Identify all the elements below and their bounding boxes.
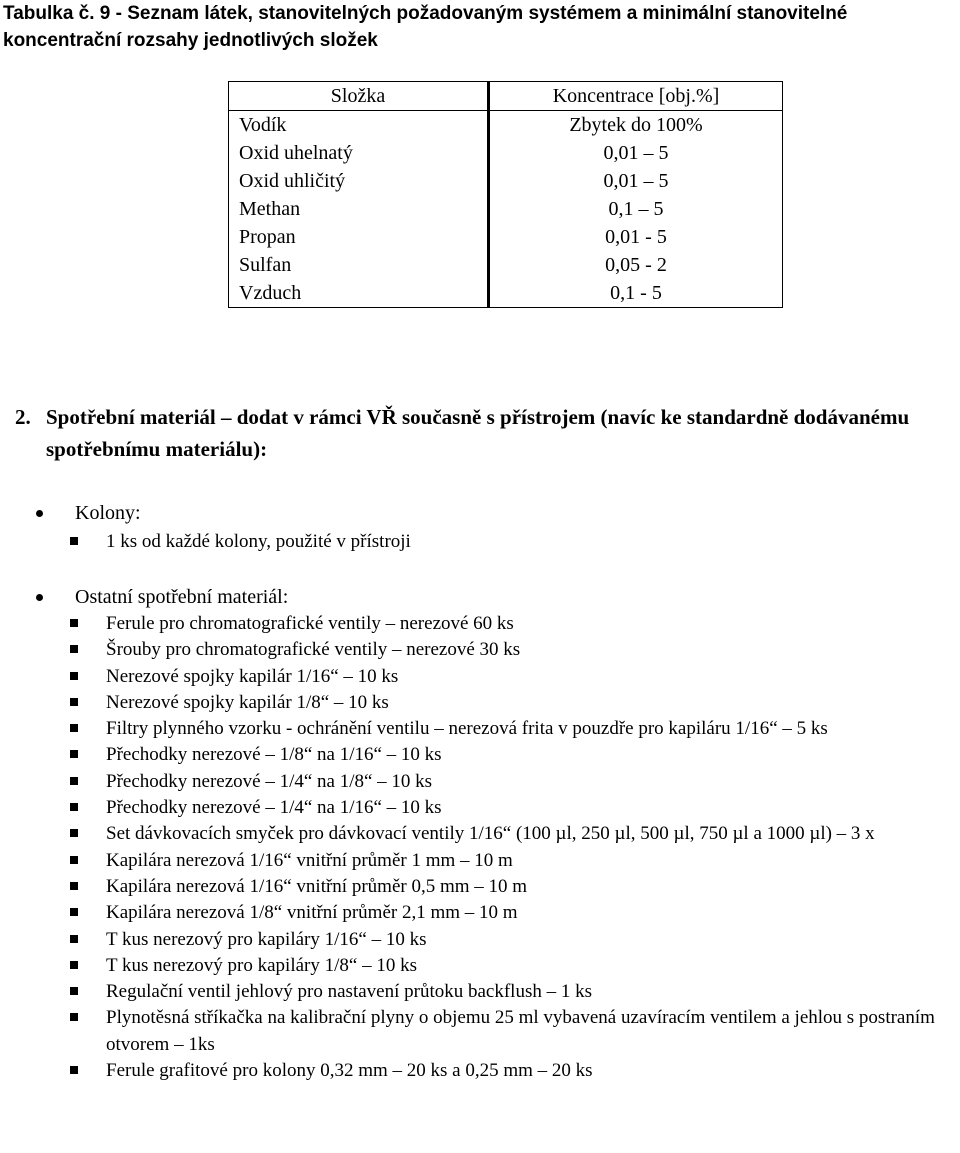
square-bullet-icon [70,537,78,545]
table-row [229,223,783,251]
square-bullet-icon [70,935,78,943]
list-item [0,529,960,555]
square-bullet-icon [70,908,78,916]
square-bullet-icon [70,698,78,706]
table-row [229,139,783,167]
list-item [0,1058,960,1084]
list-item [0,716,960,742]
list-item-text: Ferule grafitové pro kolony 0,32 mm – 20 ks a 0,25 mm – 20 ks [106,1060,593,1082]
component-cell: Vzduch [229,279,489,308]
list-item [0,848,960,874]
list-item-text: T kus nerezový pro kapiláry 1/8“ – 10 ks [106,954,417,976]
table-row [229,279,783,308]
list-item [0,874,960,900]
list-item [0,900,960,926]
list-item [0,795,960,821]
component-cell: Methan [229,195,489,223]
list-item-text: Set dávkovacích smyček pro dávkovací ventily 1/16“ (100 µl, 250 µl, 500 µl, 750 µl a 1000 µl) – 3 x [106,823,875,845]
list-item [0,821,960,847]
list-item-text: Plynotěsná stříkačka na kalibrační plyny o objemu 25 ml vybavená uzavíracím ventilem a jehlou s postraním otvorem – 1ks [106,1007,935,1055]
list-item [0,690,960,716]
table-caption: Tabulka č. 9 - Seznam látek, stanovitelných požadovaným systémem a minimální stanovitelné koncentrační rozsahy jednotlivých složek [3,3,848,51]
square-bullet-icon [70,882,78,890]
concentration-cell: Zbytek do 100% [489,111,783,140]
table-row [229,111,783,140]
component-cell: Propan [229,223,489,251]
list-item-text: Kapilára nerezová 1/8“ vnitřní průměr 2,1 mm – 10 m [106,902,518,924]
list-item-text: Přechodky nerezové – 1/4“ na 1/16“ – 10 ks [106,797,442,819]
list-item-text: Šrouby pro chromatografické ventily – nerezové 30 ks [106,639,521,661]
bullet-icon [36,594,43,601]
square-bullet-icon [70,619,78,627]
list-item [0,927,960,953]
list-item [0,1005,960,1058]
list-item-text: Přechodky nerezové – 1/8“ na 1/16“ – 10 ks [106,744,442,766]
list-item-text: 1 ks od každé kolony, použité v přístroji [106,531,411,552]
concentration-cell: 0,1 – 5 [489,195,783,223]
table-row [229,251,783,279]
list-item-text: Nerezové spojky kapilár 1/16“ – 10 ks [106,665,399,687]
group-label: Ostatní spotřební materiál: [75,586,289,608]
list-item-text: Nerezové spojky kapilár 1/8“ – 10 ks [106,691,389,713]
other-materials-list [0,611,960,1084]
group-label: Kolony: [75,502,141,524]
list-item-text: T kus nerezový pro kapiláry 1/16“ – 10 ks [106,928,427,950]
component-cell: Oxid uhelnatý [229,139,489,167]
list-item [0,953,960,979]
square-bullet-icon [70,803,78,811]
list-item-text: Kapilára nerezová 1/16“ vnitřní průměr 1 mm – 10 m [106,849,513,871]
square-bullet-icon [70,672,78,680]
component-cell: Vodík [229,111,489,140]
square-bullet-icon [70,987,78,995]
section-number: 2. [15,405,31,429]
list-item-text: Přechodky nerezové – 1/4“ na 1/8“ – 10 ks [106,770,433,792]
concentration-cell: 0,01 - 5 [489,223,783,251]
square-bullet-icon [70,1013,78,1021]
table-row [229,167,783,195]
list-item [0,637,960,663]
list-item [0,769,960,795]
square-bullet-icon [70,856,78,864]
concentration-table [228,81,783,308]
concentration-cell: 0,01 – 5 [489,139,783,167]
list-item [0,979,960,1005]
list-item-text: Ferule pro chromatografické ventily – nerezové 60 ks [106,613,514,634]
section-title: Spotřební materiál – dodat v rámci VŘ současně s přístrojem (navíc ke standardně dodávanému spotřebnímu materiálu): [46,405,910,461]
column-header-component: Složka [229,82,489,111]
concentration-cell: 0,01 – 5 [489,167,783,195]
square-bullet-icon [70,1066,78,1074]
component-cell: Oxid uhličitý [229,167,489,195]
list-item-text: Regulační ventil jehlový pro nastavení průtoku backflush – 1 ks [106,981,592,1003]
square-bullet-icon [70,777,78,785]
table-header-row [229,82,783,111]
columns-list [0,529,960,555]
table-row [229,195,783,223]
concentration-cell: 0,05 - 2 [489,251,783,279]
square-bullet-icon [70,961,78,969]
component-cell: Sulfan [229,251,489,279]
square-bullet-icon [70,829,78,837]
list-item-text: Filtry plynného vzorku - ochránění ventilu – nerezová frita v pouzdře pro kapiláru 1/16“ – 5 ks [106,718,828,740]
list-item [0,742,960,768]
bullet-icon [36,510,43,517]
square-bullet-icon [70,724,78,732]
concentration-cell: 0,1 - 5 [489,279,783,308]
list-item [0,664,960,690]
list-item [0,611,960,637]
list-item-text: Kapilára nerezová 1/16“ vnitřní průměr 0,5 mm – 10 m [106,875,528,897]
square-bullet-icon [70,750,78,758]
square-bullet-icon [70,645,78,653]
column-header-concentration: Koncentrace [obj.%] [489,82,783,111]
